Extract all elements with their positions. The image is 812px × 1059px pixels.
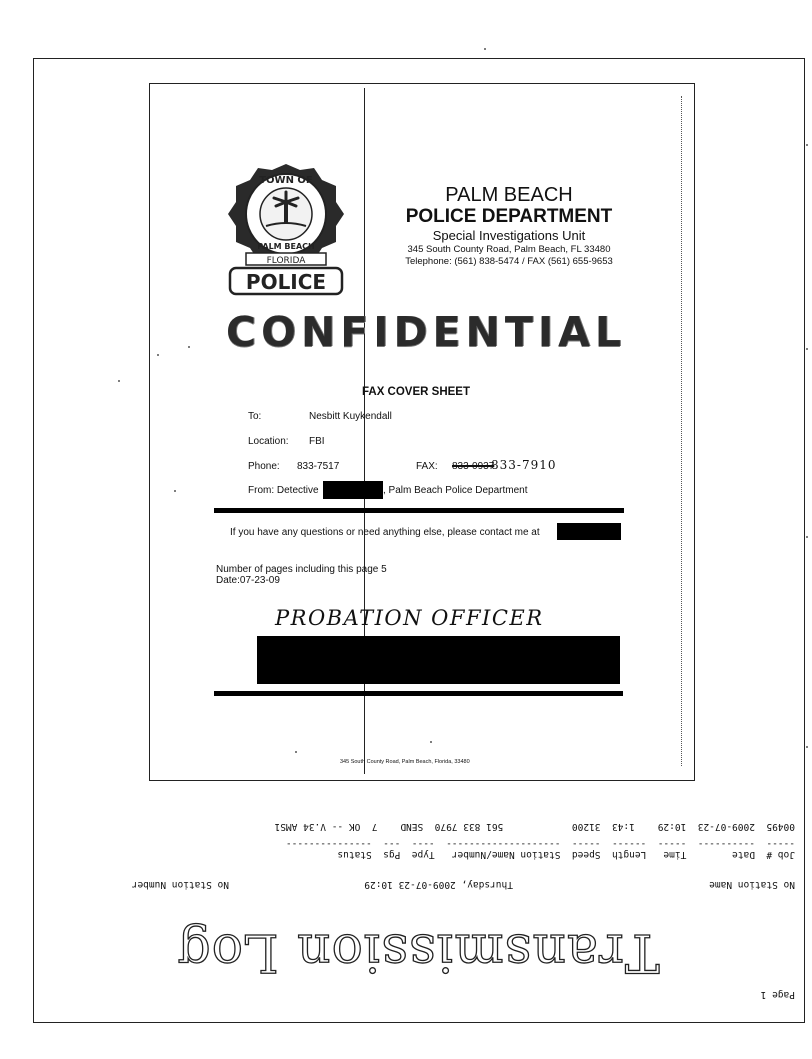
divider-rule <box>214 691 623 696</box>
page-count: Number of pages including this page 5 <box>216 564 387 575</box>
scan-speck <box>118 380 120 382</box>
badge-bottom-text: PALM BEACH <box>257 242 315 251</box>
to-value: Nesbitt Kuykendall <box>309 411 392 422</box>
divider-rule <box>214 508 624 513</box>
phone-value: 833-7517 <box>297 461 340 472</box>
scan-speck <box>484 48 486 50</box>
scan-speck <box>806 144 808 146</box>
log-station-number: No Station Number <box>131 879 229 890</box>
fax-date: Date:07-23-09 <box>216 575 280 586</box>
scan-speck <box>806 746 808 748</box>
fax-number-handwritten: 833-7910 <box>491 458 557 472</box>
scan-speck <box>430 741 432 743</box>
badge-state-text: FLORIDA <box>266 256 306 266</box>
log-page-number: Page 1 <box>760 989 795 1000</box>
badge-top-text: TOWN OF <box>259 175 313 186</box>
log-header-rule: ----- ---------- ----- ------ ----- -------------------- ---- --- --------------- <box>285 838 795 849</box>
location-value: FBI <box>309 436 325 447</box>
log-column-headers: Job # Date Time Length Speed Station Name/Number Type Pgs Status <box>337 849 795 860</box>
scan-speck <box>188 346 190 348</box>
scan-speck <box>806 348 808 350</box>
location-label: Location: <box>248 436 289 447</box>
from-department: , Palm Beach Police Department <box>383 485 528 496</box>
phone-label: Phone: <box>248 461 280 472</box>
city-heading: PALM BEACH <box>445 184 573 206</box>
footer-address: 345 South County Road, Palm Beach, Florida, 33480 <box>340 759 470 765</box>
confidential-stamp: CONFIDENTIAL <box>226 308 626 356</box>
badge-police-text: POLICE <box>245 270 327 294</box>
department-heading: POLICE DEPARTMENT <box>405 206 613 227</box>
department-phone: Telephone: (561) 838-5474 / FAX (561) 655-9653 <box>405 256 613 267</box>
unit-heading: Special Investigations Unit <box>432 228 586 243</box>
contact-question: If you have any questions or need anything else, please contact me at <box>230 527 540 538</box>
log-row: 00495 2009-07-23 10:29 1:43 31200 561 833 7970 SEND 7 OK -- V.34 AMS1 <box>274 821 795 832</box>
log-station-name: No Station Name <box>709 879 795 890</box>
transmission-log <box>33 790 803 1020</box>
scan-speck <box>174 490 176 492</box>
scan-speck <box>806 536 808 538</box>
department-address: 345 South County Road, Palm Beach, FL 33480 <box>407 244 611 255</box>
from-label: From: Detective <box>248 485 319 496</box>
log-datetime: Thursday, 2009-07-23 10:29 <box>364 879 513 890</box>
redaction-contact <box>557 523 621 540</box>
police-badge-logo <box>226 160 346 298</box>
redaction-name <box>323 481 383 499</box>
log-title: Transmission Log <box>176 922 660 982</box>
handwritten-note: PROBATION OFFICER <box>275 606 544 630</box>
fax-label: FAX: <box>416 461 438 472</box>
fax-title: FAX COVER SHEET <box>362 386 470 398</box>
scan-speck <box>157 354 159 356</box>
redaction-block <box>257 636 620 684</box>
fax-number-struck: 833-0937 <box>452 461 495 472</box>
scan-artifact-dots <box>681 96 682 766</box>
to-label: To: <box>248 411 262 422</box>
scan-speck <box>295 751 297 753</box>
